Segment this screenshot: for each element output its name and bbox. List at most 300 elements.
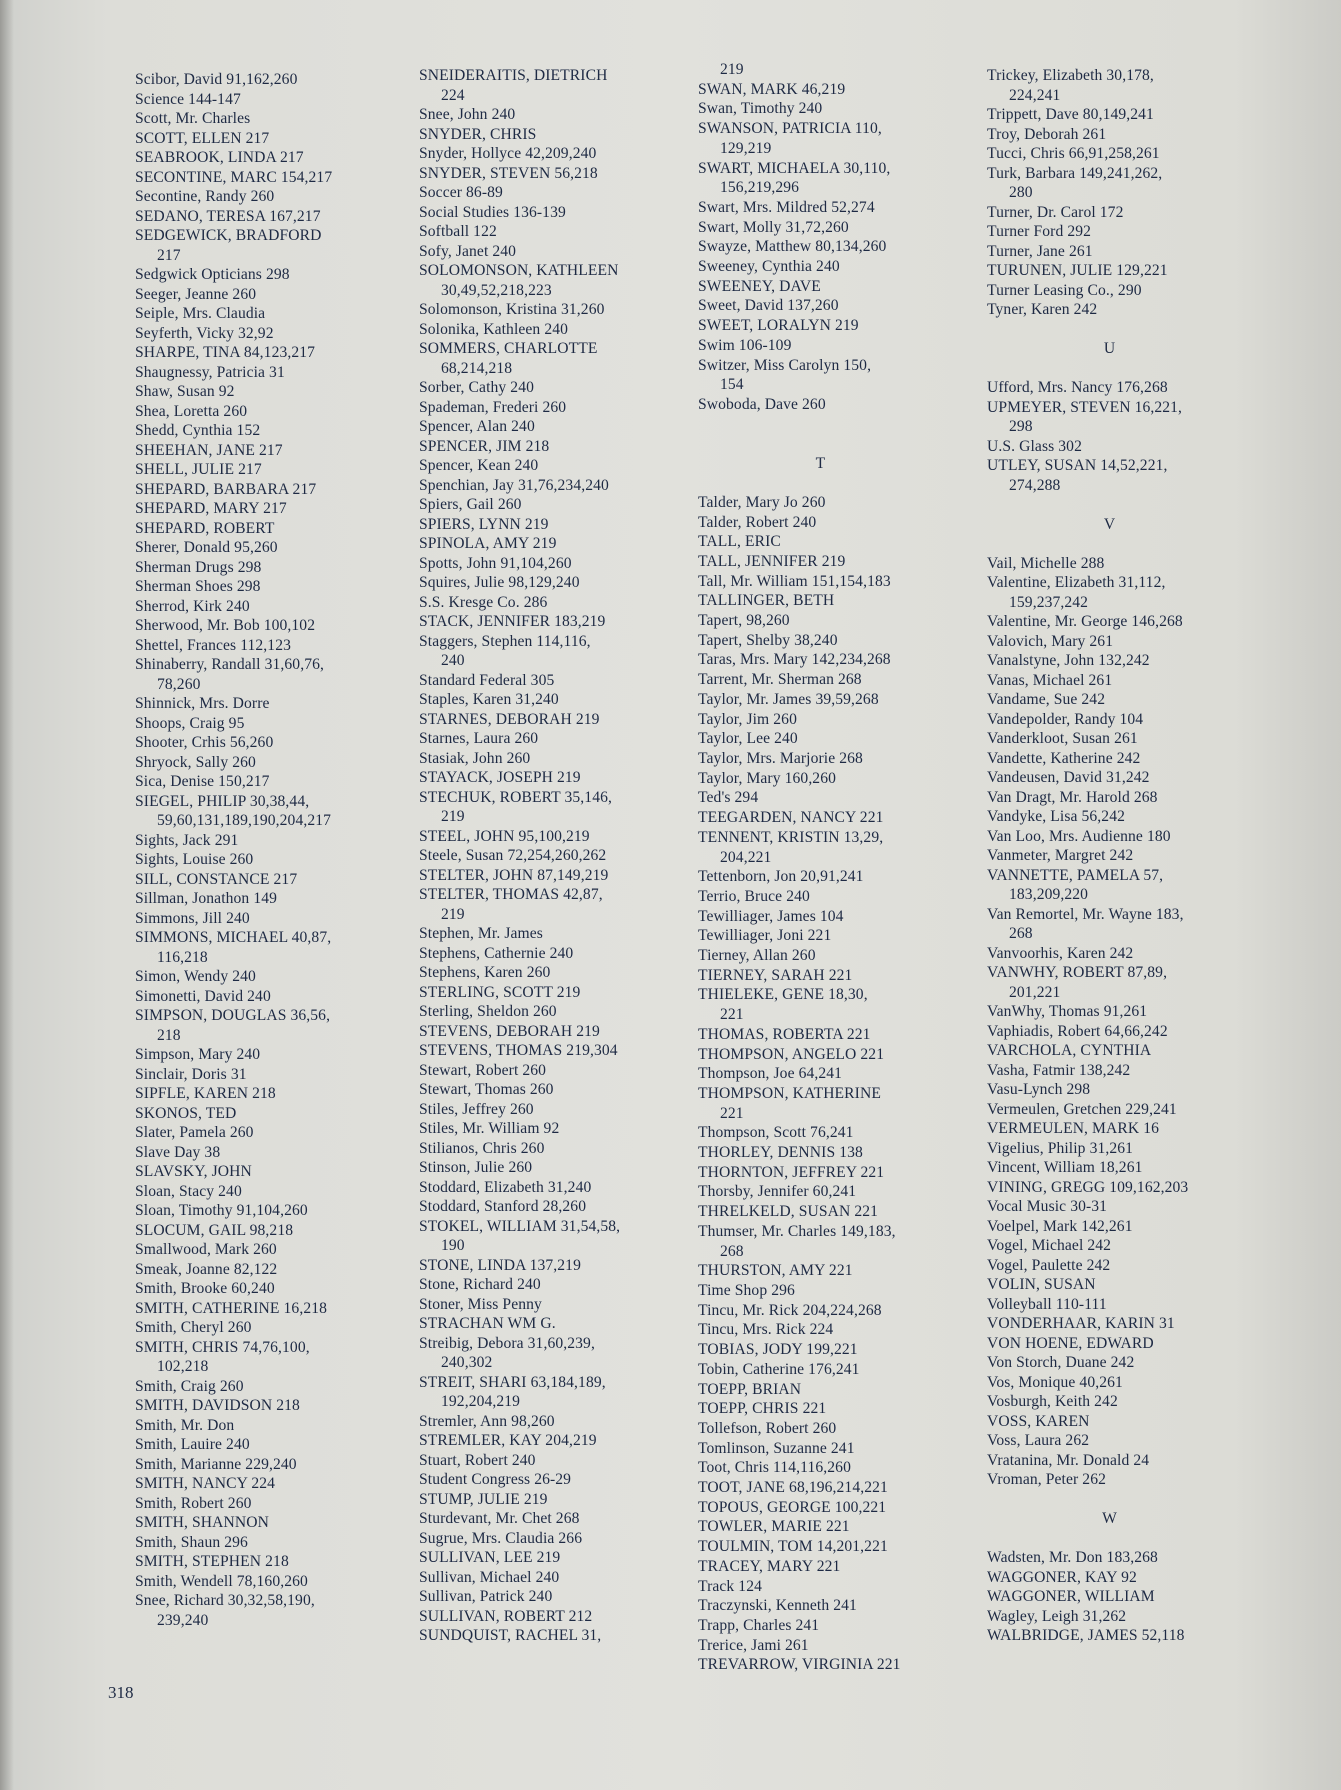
- index-entry: SHELL, JULIE 217: [135, 461, 262, 478]
- index-entry: Smith, Shaun 296: [135, 1533, 248, 1551]
- index-entry: Spademan, Frederi 260: [419, 398, 567, 416]
- index-entry: Shedd, Cynthia 152: [135, 422, 261, 439]
- index-entry: SWART, MICHAELA 30,110,: [698, 159, 891, 177]
- index-entry: Spenchian, Jay 31,76,234,240: [419, 476, 609, 494]
- spacer: [698, 434, 983, 454]
- index-column-1: [135, 70, 420, 1630]
- index-entry: Sherman Drugs 298: [135, 558, 262, 576]
- index-entry-continuation: 192,204,219: [441, 1393, 521, 1410]
- index-entry: STREMLER, KAY 204,219: [419, 1432, 597, 1449]
- index-entry: SWAN, MARK 46,219: [698, 80, 846, 98]
- index-entry-continuation: 116,218: [157, 948, 208, 966]
- index-entry: VANNETTE, PAMELA 57,: [987, 866, 1164, 884]
- index-entry: Sherer, Donald 95,260: [135, 539, 278, 556]
- index-entry: SNYDER, STEVEN 56,218: [419, 164, 598, 182]
- index-entry: THOMAS, ROBERTA 221: [698, 1025, 871, 1043]
- index-entry: STEEL, JOHN 95,100,219: [419, 827, 590, 845]
- index-entry: SEDANO, TERESA 167,217: [135, 207, 321, 225]
- index-entry: SMITH, NANCY 224: [135, 1475, 276, 1492]
- index-entry-continuation: 159,237,242: [1009, 593, 1089, 611]
- index-entry-continuation: 183,209,220: [1009, 886, 1089, 903]
- spacer: [987, 359, 1272, 379]
- index-entry: SPENCER, JIM 218: [419, 437, 550, 455]
- index-entry: Taylor, Mrs. Marjorie 268: [698, 750, 863, 767]
- index-entry-continuation: 190: [441, 1237, 465, 1254]
- index-entry: Snee, John 240: [419, 106, 516, 123]
- index-entry: UPMEYER, STEVEN 16,221,: [987, 398, 1183, 416]
- index-entry: Shooter, Crhis 56,260: [135, 734, 274, 751]
- index-entry: SKONOS, TED: [135, 1104, 237, 1122]
- index-entry: Scott, Mr. Charles: [135, 110, 251, 127]
- index-entry: Stilianos, Chris 260: [419, 1139, 545, 1157]
- index-entry: SEDGEWICK, BRADFORD: [135, 227, 322, 244]
- index-entry-continuation: 219: [441, 808, 465, 825]
- index-entry: Stephens, Cathernie 240: [419, 944, 574, 962]
- index-entry: Sinclair, Doris 31: [135, 1065, 247, 1083]
- index-entry-continuation: 217: [157, 246, 181, 264]
- index-entry: Tollefson, Robert 260: [698, 1419, 837, 1437]
- index-entry: Tapert, Shelby 38,240: [698, 631, 838, 649]
- index-entry: Voss, Laura 262: [987, 1432, 1090, 1449]
- index-entry: SHEEHAN, JANE 217: [135, 441, 283, 459]
- index-entry: Switzer, Miss Carolyn 150,: [698, 356, 872, 374]
- index-entry: Slave Day 38: [135, 1143, 221, 1161]
- spacer: [698, 473, 983, 493]
- spacer: [987, 320, 1272, 340]
- index-entry: Smith, Wendell 78,160,260: [135, 1572, 308, 1590]
- index-entry: Tarrent, Mr. Sherman 268: [698, 671, 862, 689]
- spacer: [987, 534, 1272, 554]
- index-entry: VOLIN, SUSAN: [987, 1276, 1096, 1293]
- index-entry-continuation: 218: [157, 1026, 181, 1044]
- index-entry: Smith, Lauire 240: [135, 1436, 250, 1453]
- index-entry: Standard Federal 305: [419, 671, 555, 689]
- index-entry: Sterling, Sheldon 260: [419, 1003, 557, 1020]
- index-entry: TEEGARDEN, NANCY 221: [698, 809, 884, 827]
- index-entry: Turk, Barbara 149,241,262,: [987, 164, 1163, 182]
- index-entry: SWEET, LORALYN 219: [698, 317, 859, 335]
- index-entry: SEABROOK, LINDA 217: [135, 149, 304, 166]
- index-entry: TOEPP, BRIAN: [698, 1380, 802, 1398]
- index-entry: STRACHAN WM G.: [419, 1315, 556, 1332]
- index-entry: Ted's 294: [698, 789, 759, 807]
- index-entry: Valovich, Mary 261: [987, 632, 1114, 650]
- index-entry: SWEENEY, DAVE: [698, 277, 821, 295]
- index-entry: STONE, LINDA 137,219: [419, 1256, 581, 1274]
- index-entry: SPIERS, LYNN 219: [419, 515, 549, 533]
- index-entry-continuation: 156,219,296: [720, 179, 800, 197]
- index-entry: Taylor, Lee 240: [698, 730, 798, 748]
- index-entry: Sturdevant, Mr. Chet 268: [419, 1510, 580, 1527]
- index-entry: Sloan, Stacy 240: [135, 1182, 242, 1200]
- index-entry: Science 144-147: [135, 90, 241, 108]
- index-entry: Tincu, Mrs. Rick 224: [698, 1321, 834, 1339]
- index-entry: Stephens, Karen 260: [419, 964, 551, 981]
- index-entry: SMITH, DAVIDSON 218: [135, 1397, 300, 1414]
- index-entry: STUMP, JULIE 219: [419, 1490, 548, 1508]
- index-entry: Taras, Mrs. Mary 142,234,268: [698, 651, 891, 669]
- index-entry: Vandeusen, David 31,242: [987, 769, 1150, 786]
- index-entry: Smith, Marianne 229,240: [135, 1455, 297, 1473]
- index-entry: SPINOLA, AMY 219: [419, 535, 557, 552]
- index-entry: TIERNEY, SARAH 221: [698, 966, 853, 984]
- index-entry: TENNENT, KRISTIN 13,29,: [698, 828, 884, 846]
- index-entry: Wagley, Leigh 31,262: [987, 1607, 1127, 1625]
- index-entry: Stewart, Thomas 260: [419, 1081, 554, 1098]
- index-entry: Scibor, David 91,162,260: [135, 71, 298, 88]
- index-entry: Sherman Shoes 298: [135, 578, 261, 595]
- index-entry: SHEPARD, ROBERT: [135, 519, 275, 537]
- index-entry: Swayze, Matthew 80,134,260: [698, 238, 887, 256]
- index-entry: Shea, Loretta 260: [135, 402, 248, 420]
- index-entry: STAYACK, JOSEPH 219: [419, 769, 581, 786]
- index-entry: Vos, Monique 40,261: [987, 1373, 1123, 1391]
- index-entry: Sica, Denise 150,217: [135, 773, 270, 790]
- index-entry: Sights, Jack 291: [135, 831, 239, 849]
- index-entry: Trapp, Charles 241: [698, 1616, 820, 1634]
- index-entry: Sherrod, Kirk 240: [135, 597, 250, 615]
- index-entry: TOWLER, MARIE 221: [698, 1518, 850, 1536]
- index-entry: SECONTINE, MARC 154,217: [135, 168, 333, 186]
- index-entry: Thorsby, Jennifer 60,241: [698, 1183, 857, 1201]
- index-entry: Vandyke, Lisa 56,242: [987, 808, 1125, 825]
- index-entry: STARNES, DEBORAH 219: [419, 710, 600, 728]
- index-entry: SOLOMONSON, KATHLEEN: [419, 262, 619, 279]
- index-entry: Tewilliager, Joni 221: [698, 927, 832, 945]
- index-entry: Sedgwick Opticians 298: [135, 266, 290, 283]
- spacer: [698, 415, 983, 435]
- index-entry: THORNTON, JEFFREY 221: [698, 1163, 885, 1181]
- index-entry: Swart, Mrs. Mildred 52,274: [698, 198, 875, 216]
- index-entry: Solonika, Kathleen 240: [419, 320, 569, 338]
- index-entry: Valentine, Elizabeth 31,112,: [987, 574, 1166, 591]
- index-entry: Shinnick, Mrs. Dorre: [135, 695, 270, 712]
- index-entry: THOMPSON, KATHERINE: [698, 1084, 881, 1102]
- index-entry: Troy, Deborah 261: [987, 125, 1107, 143]
- index-entry: Vanderkloot, Susan 261: [987, 730, 1138, 747]
- index-entry: Sillman, Jonathon 149: [135, 890, 278, 907]
- index-entry: VINING, GREGG 109,162,203: [987, 1178, 1189, 1196]
- index-entry: TALLINGER, BETH: [698, 592, 835, 610]
- index-entry: THRELKELD, SUSAN 221: [698, 1203, 879, 1221]
- index-entry: Valentine, Mr. George 146,268: [987, 613, 1183, 630]
- index-entry: Spencer, Kean 240: [419, 457, 539, 474]
- index-entry: Sights, Louise 260: [135, 851, 254, 868]
- index-entry: SILL, CONSTANCE 217: [135, 870, 298, 888]
- index-entry: Smallwood, Mark 260: [135, 1241, 277, 1258]
- index-entry: VanWhy, Thomas 91,261: [987, 1003, 1148, 1020]
- index-entry: Voelpel, Mark 142,261: [987, 1217, 1133, 1235]
- index-entry: SOMMERS, CHARLOTTE: [419, 340, 598, 357]
- index-entry: Simonetti, David 240: [135, 987, 271, 1005]
- index-entry: TURUNEN, JULIE 129,221: [987, 262, 1168, 279]
- index-entry: STERLING, SCOTT 219: [419, 983, 581, 1001]
- index-entry: Stoddard, Stanford 28,260: [419, 1198, 587, 1215]
- index-entry: Vosburgh, Keith 242: [987, 1393, 1118, 1410]
- index-entry: VARCHOLA, CYNTHIA: [987, 1042, 1152, 1059]
- index-entry: Stoner, Miss Penny: [419, 1295, 542, 1313]
- index-entry: TALL, ERIC: [698, 533, 781, 551]
- index-entry: TALL, JENNIFER 219: [698, 552, 846, 570]
- index-entry: Vandame, Sue 242: [987, 691, 1106, 708]
- index-entry: THOMPSON, ANGELO 221: [698, 1045, 885, 1063]
- index-entry: Traczynski, Kenneth 241: [698, 1597, 857, 1615]
- index-entry: VON HOENE, EDWARD: [987, 1334, 1154, 1352]
- index-entry-continuation: 274,288: [1009, 476, 1061, 494]
- index-entry: Shryock, Sally 260: [135, 753, 256, 771]
- index-entry: STACK, JENNIFER 183,219: [419, 613, 606, 630]
- index-entry: Staples, Karen 31,240: [419, 691, 559, 708]
- index-entry: Shoops, Craig 95: [135, 714, 245, 732]
- index-entry: Squires, Julie 98,129,240: [419, 574, 580, 591]
- index-entry: Toot, Chris 114,116,260: [698, 1459, 851, 1477]
- index-entry: Smeak, Joanne 82,122: [135, 1260, 278, 1278]
- index-entry: Smith, Brooke 60,240: [135, 1280, 275, 1297]
- index-entry: Secontine, Randy 260: [135, 188, 275, 205]
- index-entry: Spiers, Gail 260: [419, 496, 522, 513]
- index-entry: Seiple, Mrs. Claudia: [135, 305, 266, 322]
- index-entry-continuation: 224,241: [1009, 86, 1061, 104]
- index-entry: Shaw, Susan 92: [135, 383, 235, 400]
- section-letter: W: [1102, 1510, 1117, 1527]
- index-entry: Sweet, David 137,260: [698, 297, 839, 315]
- index-entry: THURSTON, AMY 221: [698, 1262, 853, 1280]
- index-entry: Simon, Wendy 240: [135, 968, 256, 985]
- index-entry: Stone, Richard 240: [419, 1276, 541, 1293]
- index-entry: Tobin, Catherine 176,241: [698, 1360, 860, 1378]
- index-entry: Van Loo, Mrs. Audienne 180: [987, 827, 1171, 845]
- index-entry: STEVENS, DEBORAH 219: [419, 1022, 600, 1040]
- index-entry: Snee, Richard 30,32,58,190,: [135, 1592, 315, 1609]
- index-entry: Seyferth, Vicky 32,92: [135, 324, 274, 342]
- index-entry: Von Storch, Duane 242: [987, 1354, 1135, 1371]
- index-entry: Soccer 86-89: [419, 184, 503, 201]
- index-entry: Turner Ford 292: [987, 223, 1092, 240]
- index-entry: Streibig, Debora 31,60,239,: [419, 1334, 595, 1352]
- index-entry: Stoddard, Elizabeth 31,240: [419, 1178, 592, 1196]
- index-entry: Ufford, Mrs. Nancy 176,268: [987, 379, 1168, 396]
- index-entry: Vocal Music 30-31: [987, 1198, 1108, 1215]
- index-entry: THIELEKE, GENE 18,30,: [698, 986, 868, 1004]
- index-entry-continuation: 154: [720, 376, 744, 394]
- index-entry: TRACEY, MARY 221: [698, 1557, 841, 1575]
- index-entry-continuation: 280: [1009, 184, 1033, 201]
- index-entry: Shinaberry, Randall 31,60,76,: [135, 656, 324, 673]
- page-number: 318: [108, 1683, 134, 1702]
- index-entry: Sorber, Cathy 240: [419, 379, 534, 396]
- index-entry: SMITH, SHANNON: [135, 1514, 269, 1531]
- index-entry: Vanmeter, Margret 242: [987, 847, 1134, 864]
- index-entry: VANWHY, ROBERT 87,89,: [987, 964, 1168, 981]
- index-column-2: [419, 66, 704, 1646]
- index-entry: SCOTT, ELLEN 217: [135, 129, 270, 147]
- index-entry: Sofy, Janet 240: [419, 242, 517, 260]
- index-entry: THORLEY, DENNIS 138: [698, 1144, 863, 1162]
- index-entry: Vogel, Michael 242: [987, 1237, 1112, 1254]
- index-entry: Softball 122: [419, 223, 497, 240]
- index-entry: Tincu, Mr. Rick 204,224,268: [698, 1301, 882, 1319]
- index-entry: UTLEY, SUSAN 14,52,221,: [987, 457, 1168, 474]
- index-entry: Track 124: [698, 1577, 762, 1595]
- index-entry: Taylor, Mr. James 39,59,268: [698, 690, 879, 708]
- index-entry: SIEGEL, PHILIP 30,38,44,: [135, 792, 310, 810]
- index-entry-continuation: 221: [720, 1006, 744, 1024]
- index-entry: Tapert, 98,260: [698, 612, 790, 630]
- index-entry: Turner, Dr. Carol 172: [987, 203, 1124, 221]
- index-entry: Tettenborn, Jon 20,91,241: [698, 868, 864, 886]
- index-entry: STEVENS, THOMAS 219,304: [419, 1042, 618, 1059]
- index-entry: Vermeulen, Gretchen 229,241: [987, 1100, 1177, 1118]
- index-entry: SIMPSON, DOUGLAS 36,56,: [135, 1007, 331, 1024]
- index-entry: STOKEL, WILLIAM 31,54,58,: [419, 1217, 621, 1235]
- index-entry-continuation: 59,60,131,189,190,204,217: [157, 812, 332, 829]
- index-entry-continuation: 219: [720, 61, 744, 78]
- index-entry-continuation: 102,218: [157, 1358, 209, 1375]
- index-column-3: [698, 60, 983, 1675]
- index-entry: TOOT, JANE 68,196,214,221: [698, 1479, 888, 1497]
- index-entry: STELTER, THOMAS 42,87,: [419, 886, 603, 903]
- index-entry: Swoboda, Dave 260: [698, 395, 826, 413]
- index-entry: Stremler, Ann 98,260: [419, 1412, 555, 1430]
- index-entry: Stephen, Mr. James: [419, 925, 543, 942]
- index-entry: Vandepolder, Randy 104: [987, 710, 1144, 728]
- index-entry-continuation: 268: [720, 1242, 744, 1260]
- index-entry: Social Studies 136-139: [419, 203, 566, 221]
- index-entry-continuation: 224: [441, 86, 465, 104]
- section-letter: U: [1103, 340, 1116, 357]
- index-entry-continuation: 129,219: [720, 139, 772, 157]
- index-entry: SMITH, STEPHEN 218: [135, 1553, 289, 1570]
- index-entry: Tucci, Chris 66,91,258,261: [987, 145, 1160, 162]
- index-entry: STECHUK, ROBERT 35,146,: [419, 788, 612, 806]
- index-entry: Taylor, Jim 260: [698, 710, 797, 728]
- index-entry-continuation: 298: [1009, 418, 1033, 435]
- index-entry-continuation: 268: [1009, 925, 1033, 942]
- index-entry: Tewilliager, James 104: [698, 907, 844, 925]
- index-entry: TOBIAS, JODY 199,221: [698, 1341, 858, 1359]
- index-entry: Vroman, Peter 262: [987, 1471, 1106, 1488]
- index-column-4: [987, 66, 1272, 1646]
- index-entry: Vanvoorhis, Karen 242: [987, 944, 1134, 962]
- index-entry: Slater, Pamela 260: [135, 1124, 254, 1141]
- index-entry: Vail, Michelle 288: [987, 554, 1105, 572]
- spacer: [987, 1490, 1272, 1510]
- index-entry: TOEPP, CHRIS 221: [698, 1400, 827, 1418]
- index-entry: Stinson, Julie 260: [419, 1159, 533, 1176]
- index-entry: SLOCUM, GAIL 98,218: [135, 1221, 294, 1239]
- index-entry: Shaugnessy, Patricia 31: [135, 363, 285, 381]
- index-entry: Time Shop 296: [698, 1281, 795, 1299]
- index-entry-continuation: 78,260: [157, 675, 201, 693]
- index-entry: Starnes, Laura 260: [419, 730, 539, 747]
- index-entry: Vanas, Michael 261: [987, 671, 1113, 689]
- index-entry: SLAVSKY, JOHN: [135, 1163, 252, 1180]
- index-entry: Smith, Robert 260: [135, 1494, 252, 1512]
- index-entry: Vasu-Lynch 298: [987, 1081, 1091, 1098]
- index-entry: Sullivan, Michael 240: [419, 1568, 560, 1586]
- index-entry: Sherwood, Mr. Bob 100,102: [135, 617, 316, 634]
- index-entry-continuation: 221: [720, 1104, 744, 1122]
- spacer: [987, 1529, 1272, 1549]
- section-letter: T: [815, 454, 826, 472]
- index-entry-continuation: 240,302: [441, 1354, 493, 1371]
- index-entry: Vasha, Fatmir 138,242: [987, 1061, 1131, 1079]
- index-entry: Smith, Mr. Don: [135, 1416, 235, 1434]
- index-entry: Trickey, Elizabeth 30,178,: [987, 67, 1154, 84]
- index-entry: Tomlinson, Suzanne 241: [698, 1439, 855, 1457]
- index-entry: Snyder, Hollyce 42,209,240: [419, 145, 597, 162]
- index-entry: Turner, Jane 261: [987, 242, 1093, 260]
- index-entry: SIPFLE, KAREN 218: [135, 1085, 276, 1102]
- index-entry: Trerice, Jami 261: [698, 1636, 809, 1654]
- index-entry: Staggers, Stephen 114,116,: [419, 632, 591, 650]
- index-entry: STREIT, SHARI 63,184,189,: [419, 1373, 606, 1391]
- index-entry: Seeger, Jeanne 260: [135, 285, 257, 303]
- index-entry: Tall, Mr. William 151,154,183: [698, 572, 891, 590]
- index-entry: WALBRIDGE, JAMES 52,118: [987, 1627, 1185, 1644]
- index-entry: Volleyball 110-111: [987, 1295, 1107, 1313]
- index-entry: Vratanina, Mr. Donald 24: [987, 1451, 1150, 1469]
- spacer: [987, 495, 1272, 515]
- index-entry: SNEIDERAITIS, DIETRICH: [419, 67, 608, 84]
- index-entry: SMITH, CATHERINE 16,218: [135, 1299, 328, 1317]
- index-entry: SULLIVAN, LEE 219: [419, 1549, 561, 1566]
- index-entry: VONDERHAAR, KARIN 31: [987, 1315, 1175, 1332]
- index-entry: Stewart, Robert 260: [419, 1061, 547, 1079]
- index-entry: Stasiak, John 260: [419, 749, 531, 767]
- index-entry-continuation: 219: [441, 905, 465, 923]
- index-entry: Trippett, Dave 80,149,241: [987, 106, 1154, 123]
- index-entry: Thumser, Mr. Charles 149,183,: [698, 1222, 896, 1240]
- index-entry: Smith, Cheryl 260: [135, 1319, 252, 1336]
- index-entry: VERMEULEN, MARK 16: [987, 1120, 1160, 1137]
- index-entry: TREVARROW, VIRGINIA 221: [698, 1656, 901, 1674]
- index-entry: Simmons, Jill 240: [135, 909, 250, 927]
- index-entry: SHARPE, TINA 84,123,217: [135, 344, 316, 361]
- index-entry: Terrio, Bruce 240: [698, 887, 810, 905]
- index-entry-continuation: 68,214,218: [441, 359, 513, 377]
- index-entry: Swim 106-109: [698, 336, 792, 354]
- index-entry: Sloan, Timothy 91,104,260: [135, 1202, 308, 1219]
- index-entry: SHEPARD, BARBARA 217: [135, 480, 317, 498]
- index-entry: Student Congress 26-29: [419, 1471, 572, 1488]
- index-entry: Stuart, Robert 240: [419, 1451, 536, 1469]
- index-entry: TOULMIN, TOM 14,201,221: [698, 1538, 888, 1556]
- index-entry: SNYDER, CHRIS: [419, 125, 537, 143]
- index-entry: SMITH, CHRIS 74,76,100,: [135, 1338, 310, 1356]
- index-entry: Swart, Molly 31,72,260: [698, 218, 849, 236]
- index-entry: WAGGONER, WILLIAM: [987, 1588, 1155, 1605]
- index-entry-continuation: 201,221: [1009, 983, 1061, 1001]
- index-entry: Wadsten, Mr. Don 183,268: [987, 1549, 1158, 1566]
- index-entry: Stiles, Mr. William 92: [419, 1120, 560, 1137]
- index-entry: SIMMONS, MICHAEL 40,87,: [135, 929, 332, 946]
- index-entry: Spencer, Alan 240: [419, 418, 535, 435]
- index-entry: VOSS, KAREN: [987, 1412, 1090, 1430]
- index-entry: SHEPARD, MARY 217: [135, 500, 287, 517]
- index-entry: U.S. Glass 302: [987, 437, 1082, 455]
- index-entry: STELTER, JOHN 87,149,219: [419, 866, 609, 884]
- index-entry: Swan, Timothy 240: [698, 100, 823, 118]
- index-entry: Solomonson, Kristina 31,260: [419, 301, 605, 318]
- index-entry: Van Dragt, Mr. Harold 268: [987, 788, 1158, 806]
- index-entry: TOPOUS, GEORGE 100,221: [698, 1498, 887, 1516]
- index-entry-continuation: 240: [441, 652, 465, 669]
- index-entry: Thompson, Scott 76,241: [698, 1124, 854, 1142]
- index-entry: Talder, Mary Jo 260: [698, 493, 826, 511]
- index-entry: Sullivan, Patrick 240: [419, 1588, 553, 1605]
- index-entry: Simpson, Mary 240: [135, 1046, 261, 1063]
